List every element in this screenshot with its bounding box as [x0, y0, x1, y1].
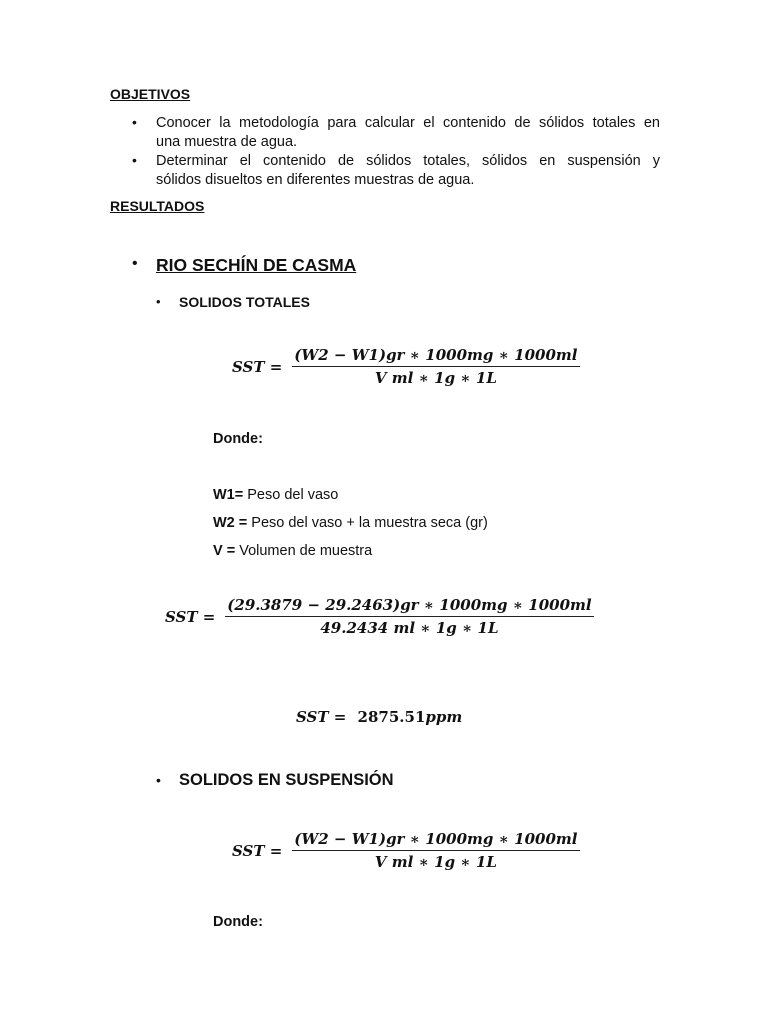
objetivo-2-line1: Determinar el contenido de sólidos totales, sólidos en suspensión y: [156, 153, 660, 169]
resultados-heading: RESULTADOS: [110, 198, 205, 214]
site-heading: RIO SECHÍN DE CASMA: [156, 255, 357, 275]
solidos-suspension-heading: SOLIDOS EN SUSPENSIÓN: [179, 771, 394, 789]
donde-label-2: Donde:: [213, 914, 263, 930]
formula-numerator: (W2 − W1)gr ∗ 1000mg ∗ 1000ml: [292, 346, 579, 367]
donde-label: Donde:: [213, 431, 263, 447]
list-item: [110, 114, 660, 152]
formula-denominator: V ml ∗ 1g ∗ 1L: [374, 853, 497, 871]
definition-w2: [213, 515, 488, 531]
objetivo-1-line2: una muestra de agua.: [156, 134, 298, 150]
formula-denominator: V ml ∗ 1g ∗ 1L: [374, 369, 497, 387]
result-lhs: SST =: [296, 708, 347, 726]
formula-numerator: (29.3879 − 29.2463)gr ∗ 1000mg ∗ 1000ml: [225, 596, 593, 617]
solidos-totales-heading: SOLIDOS TOTALES: [179, 294, 310, 310]
var-w2: W2 =: [213, 515, 248, 531]
var-w1: W1=: [213, 487, 244, 503]
sst-substituted-formula: [165, 596, 594, 637]
result-value: 2875.51: [357, 708, 426, 726]
formula-lhs: SST =: [232, 841, 283, 860]
bullet-icon: •: [132, 255, 138, 272]
desc-w2: Peso del vaso + la muestra seca (gr): [247, 515, 488, 531]
objetivos-list: [110, 114, 660, 190]
formula-fraction: [292, 346, 579, 387]
sst-formula: [232, 346, 580, 387]
list-item: [110, 152, 660, 190]
bullet-icon: •: [132, 114, 137, 130]
formula-fraction: [292, 830, 579, 871]
desc-w1: Peso del vaso: [243, 487, 339, 503]
sss-formula: [232, 830, 580, 871]
desc-v: Volumen de muestra: [235, 543, 373, 559]
formula-fraction: [225, 596, 593, 637]
objetivo-1-line1: Conocer la metodología para calcular el contenido de sólidos totales en: [156, 115, 660, 131]
definition-w1: [213, 487, 338, 503]
formula-lhs: SST =: [165, 607, 216, 626]
result-unit: ppm: [425, 708, 463, 726]
bullet-icon: •: [156, 294, 161, 309]
sst-result: [296, 708, 462, 726]
formula-denominator: 49.2434 ml ∗ 1g ∗ 1L: [320, 619, 499, 637]
objetivos-heading: OBJETIVOS: [110, 86, 191, 102]
formula-lhs: SST =: [232, 357, 283, 376]
bullet-icon: •: [132, 152, 137, 168]
definition-v: [213, 543, 372, 559]
objetivo-2-line2: sólidos disueltos en diferentes muestras de agua.: [156, 172, 475, 188]
bullet-icon: •: [156, 772, 161, 788]
var-v: V =: [213, 543, 236, 559]
formula-numerator: (W2 − W1)gr ∗ 1000mg ∗ 1000ml: [292, 830, 579, 851]
